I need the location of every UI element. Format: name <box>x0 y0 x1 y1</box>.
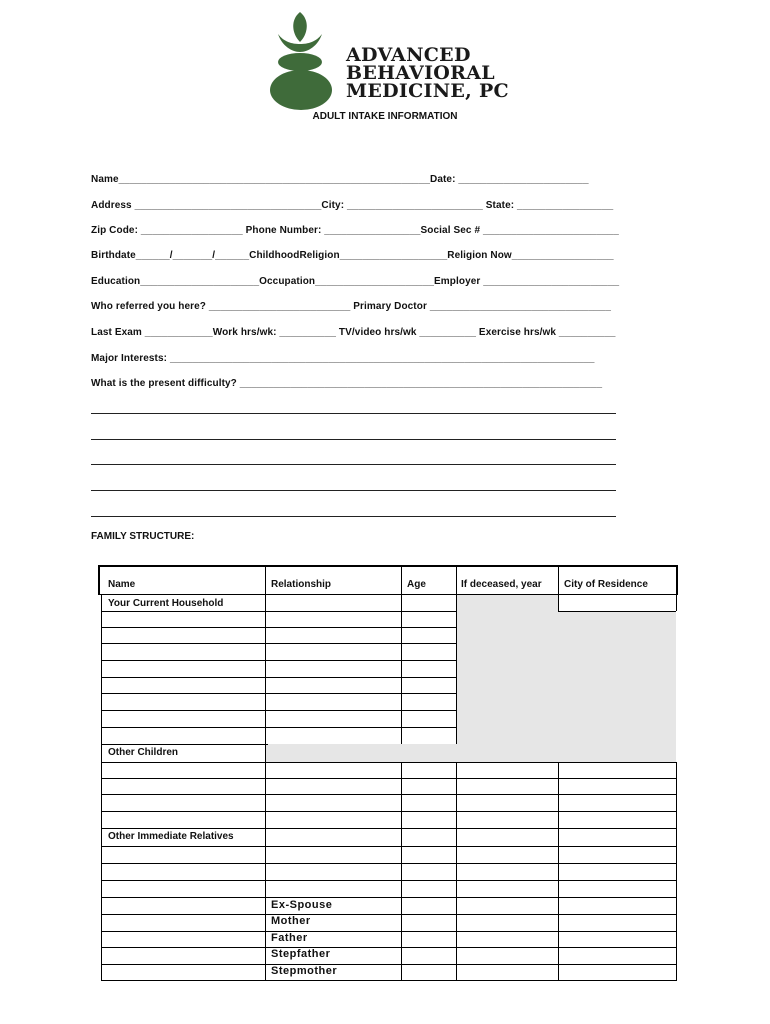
shaded-deceased-city-block <box>456 611 676 762</box>
column-header-age: Age <box>407 579 426 590</box>
table-row <box>101 897 676 898</box>
table-right-inner <box>676 594 677 611</box>
shaded-deceased-header-gap <box>456 594 558 611</box>
household-deceased-sep <box>456 594 457 744</box>
difficulty-blank-line[interactable] <box>91 516 616 517</box>
household-left <box>101 594 102 981</box>
difficulty-blank-line[interactable] <box>91 439 616 440</box>
header-sep <box>401 565 402 594</box>
section-label-other-children: Other Children <box>108 747 179 758</box>
household-name-sep <box>265 594 266 981</box>
table-right-border <box>676 565 678 594</box>
family-structure-label: FAMILY STRUCTURE: <box>91 531 195 542</box>
household-age-sep <box>401 594 402 744</box>
difficulty-blank-line[interactable] <box>91 413 616 414</box>
header-bottom-line <box>98 594 678 595</box>
table-row <box>101 710 456 711</box>
relation-ex-spouse: Ex-Spouse <box>271 899 333 911</box>
birthdate-religion-field[interactable]: Birthdate______/_______/______ChildhoodReligion___________________Religion Now__________________ <box>91 250 614 261</box>
table-row <box>101 677 456 678</box>
table-left-border <box>98 565 100 594</box>
exam-hours-field[interactable]: Last Exam ____________Work hrs/wk: __________ TV/video hrs/wk __________ Exercise hrs/wk __________ <box>91 327 616 338</box>
table-row <box>101 947 676 948</box>
difficulty-blank-line[interactable] <box>91 490 616 491</box>
practice-logo <box>268 12 508 112</box>
table-row <box>101 627 456 628</box>
table-row <box>101 964 676 965</box>
logo-wordmark <box>346 46 509 100</box>
column-header-name: Name <box>108 579 136 590</box>
header-sep <box>558 565 559 594</box>
table-row <box>101 778 676 779</box>
logo-line-1: ADVANCED <box>346 44 471 66</box>
relation-stepfather: Stepfather <box>271 948 331 960</box>
column-header-city: City of Residence <box>564 579 648 590</box>
household-city-sep-top <box>558 594 559 611</box>
shaded-children-row <box>265 744 676 762</box>
table-row <box>101 931 676 932</box>
table-row <box>101 880 676 881</box>
name-date-field[interactable]: Name_______________________________________________________Date: _______________________ <box>91 174 589 185</box>
major-interests-field[interactable]: Major Interests: ___________________________________________________________________________ <box>91 353 595 364</box>
city-cell-bottom <box>558 611 676 612</box>
table-row <box>101 863 676 864</box>
logo-line-3: MEDICINE, PC <box>346 80 509 102</box>
family-structure-table <box>98 565 678 981</box>
table-row <box>101 660 456 661</box>
present-difficulty-field[interactable]: What is the present difficulty? ________________________________________________________________ <box>91 378 603 389</box>
table-row <box>101 611 456 612</box>
header-sep <box>456 565 457 594</box>
education-occupation-employer-field[interactable]: Education_____________________Occupation_____________________Employer ________________________ <box>91 276 620 287</box>
lotus-stones-logo-icon <box>268 12 348 112</box>
table-row <box>101 643 456 644</box>
document-title: ADULT INTAKE INFORMATION <box>312 111 458 122</box>
children-right <box>676 762 677 981</box>
section-label-other-relatives: Other Immediate Relatives <box>108 831 234 842</box>
column-header-deceased-year: If deceased, year <box>461 579 542 590</box>
address-city-state-field[interactable]: Address _________________________________City: ________________________ State: _________________ <box>91 200 614 211</box>
table-row <box>101 914 676 915</box>
table-row <box>101 693 456 694</box>
column-header-relationship: Relationship <box>271 579 332 590</box>
table-row <box>101 727 456 728</box>
relation-father: Father <box>271 932 308 944</box>
table-row <box>101 846 676 847</box>
table-row <box>101 828 676 829</box>
header-sep <box>265 565 266 594</box>
zip-phone-ssn-field[interactable]: Zip Code: __________________ Phone Number: _________________Social Sec # ________________________ <box>91 225 619 236</box>
table-row <box>101 762 676 763</box>
table-bottom-border <box>101 980 676 981</box>
difficulty-blank-line[interactable] <box>91 464 616 465</box>
table-row <box>101 811 676 812</box>
logo-line-2: BEHAVIORAL <box>346 62 495 84</box>
relation-stepmother: Stepmother <box>271 965 338 977</box>
table-row <box>101 794 676 795</box>
section-label-household: Your Current Household <box>108 598 224 609</box>
table-top-border <box>98 565 678 567</box>
referral-doctor-field[interactable]: Who referred you here? _________________________ Primary Doctor ________________________________ <box>91 301 611 312</box>
table-row <box>101 744 268 745</box>
relation-mother: Mother <box>271 915 311 927</box>
